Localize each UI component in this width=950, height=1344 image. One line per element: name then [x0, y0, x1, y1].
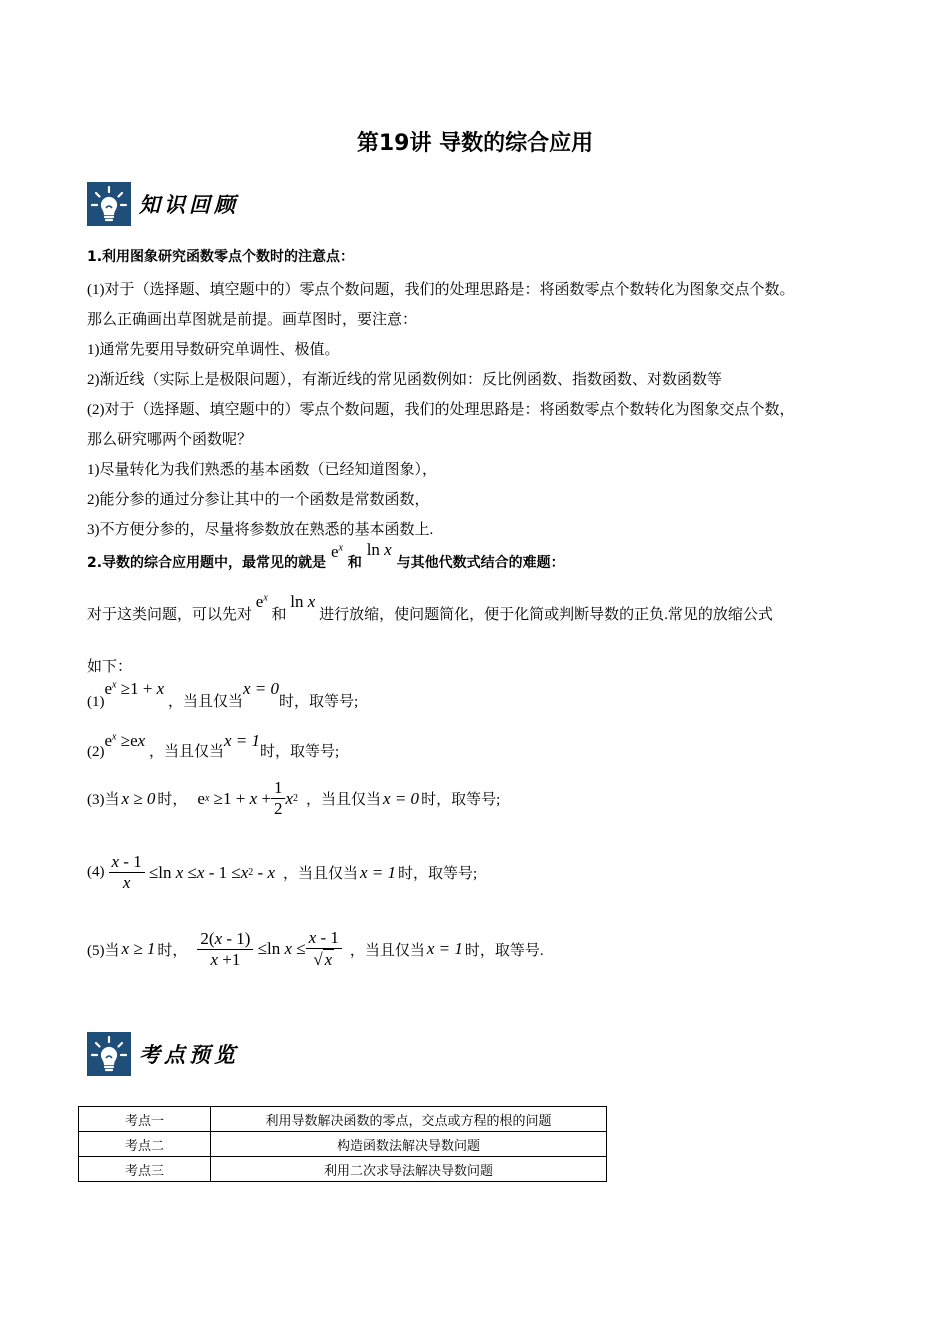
lightbulb-icon: [87, 182, 131, 226]
part1-line-9: 3)不方便分参的，尽量将参数放在熟悉的基本函数上.: [87, 522, 434, 538]
table-row: [79, 1157, 607, 1182]
formula-item-3: (3)当 x ≥ 0 时， e x ≥1 + x + $\frac{1}{2}$ x 2 ，当且仅当 x = 0 时，取等号;: [87, 778, 501, 818]
part2-heading: [87, 540, 565, 572]
formula-4-expr: $\frac{x - 1}{x}$ ≤ln x ≤ x - 1 ≤ x 2 - x: [109, 852, 275, 893]
part1-line-1: (1)对于（选择题、填空题中的）零点个数问题，我们的处理思路是：将函数零点个数转化为图象交点个数。: [87, 282, 795, 298]
formula-5-expr: $\frac{2(x - 1)}{x +1}$ ≤ln x ≤ x - 1 √ x: [197, 928, 341, 970]
table-cell-text: 利用二次求导法解决导数问题: [211, 1157, 607, 1182]
math-exp: $e^x$: [255, 592, 268, 611]
part2-heading-and: 和: [347, 555, 362, 571]
part2-heading-pre: 2.导数的综合应用题中，最常见的就是: [87, 555, 327, 571]
lightbulb-icon: [87, 1032, 131, 1076]
part2-intro: 对于这类问题，可以先对 $e^x$ 和 ln x 进行放缩，使问题简化，便于化简或判断导数的正负.常见的放缩公式: [87, 592, 773, 623]
part1-line-2: 那么正确画出草图就是前提。画草图时，要注意：: [87, 312, 418, 328]
page-title: 第19讲 导数的综合应用: [356, 131, 594, 156]
table-row: [79, 1132, 607, 1157]
part1-line-6: 那么研究哪两个函数呢？: [87, 432, 253, 448]
table-cell-id: 考点一: [79, 1107, 211, 1132]
formula-item-4: (4) $\frac{x - 1}{x}$ ≤ln x ≤ x - 1 ≤ x 2 - x ，当且仅当 x = 1 时，取等号;: [87, 852, 478, 892]
table-cell-text: 利用导数解决函数的零点，交点或方程的根的问题: [211, 1107, 607, 1132]
math-exp: $e^x$: [330, 542, 343, 561]
part1-line-8: 2)能分参的通过分参让其中的一个函数是常数函数，: [87, 492, 430, 508]
part1-heading: 1.利用图象研究函数零点个数时的注意点：: [87, 249, 355, 265]
part1-line-5: (2)对于（选择题、填空题中的）零点个数问题，我们的处理思路是：将函数零点个数转化为图象交点个数，: [87, 402, 795, 418]
section-title-preview: 考点预览: [139, 1042, 239, 1067]
math-ln: ln x: [366, 540, 392, 559]
table-cell-text: 构造函数法解决导数问题: [211, 1132, 607, 1157]
formula-item-2: $(2)e^x \ge ex$ ，当且仅当x = 1时，取等号;: [87, 731, 340, 760]
formula-1-expr: $e^x \ge 1 + x$: [104, 679, 165, 698]
section-title-review: 知识回顾: [139, 192, 239, 217]
section-header-review: [87, 180, 239, 228]
formula-3-expr: e x ≥1 + x + $\frac{1}{2}$ x 2: [197, 778, 299, 818]
exam-points-table: [78, 1106, 607, 1182]
part1-line-4: 2)渐近线（实际上是极限问题），有渐近线的常见函数例如：反比例函数、指数函数、对数函数等: [87, 372, 722, 388]
formula-item-5: (5)当 x ≥ 1 时， $\frac{2(x - 1)}{x +1}$ ≤ln x ≤ x - 1 √ x ，当且仅当 x = 1 时，取等号.: [87, 928, 544, 969]
section-header-preview: [87, 1030, 239, 1078]
table-cell-id: 考点三: [79, 1157, 211, 1182]
part2-intro-line2: 如下：: [87, 659, 133, 675]
part1-line-7: 1)尽量转化为我们熟悉的基本函数（已经知道图象），: [87, 462, 437, 478]
formula-item-1: $(1)e^x \ge 1 + x$ ，当且仅当x = 0时，取等号;: [87, 679, 359, 710]
formula-2-expr: $e^x \ge ex$: [104, 731, 146, 750]
table-cell-id: 考点二: [79, 1132, 211, 1157]
math-ln: ln x: [290, 592, 316, 611]
part2-heading-post: 与其他代数式结合的难题：: [396, 555, 565, 571]
table-row: [79, 1107, 607, 1132]
part1-line-3: 1)通常先要用导数研究单调性、极值。: [87, 342, 340, 358]
